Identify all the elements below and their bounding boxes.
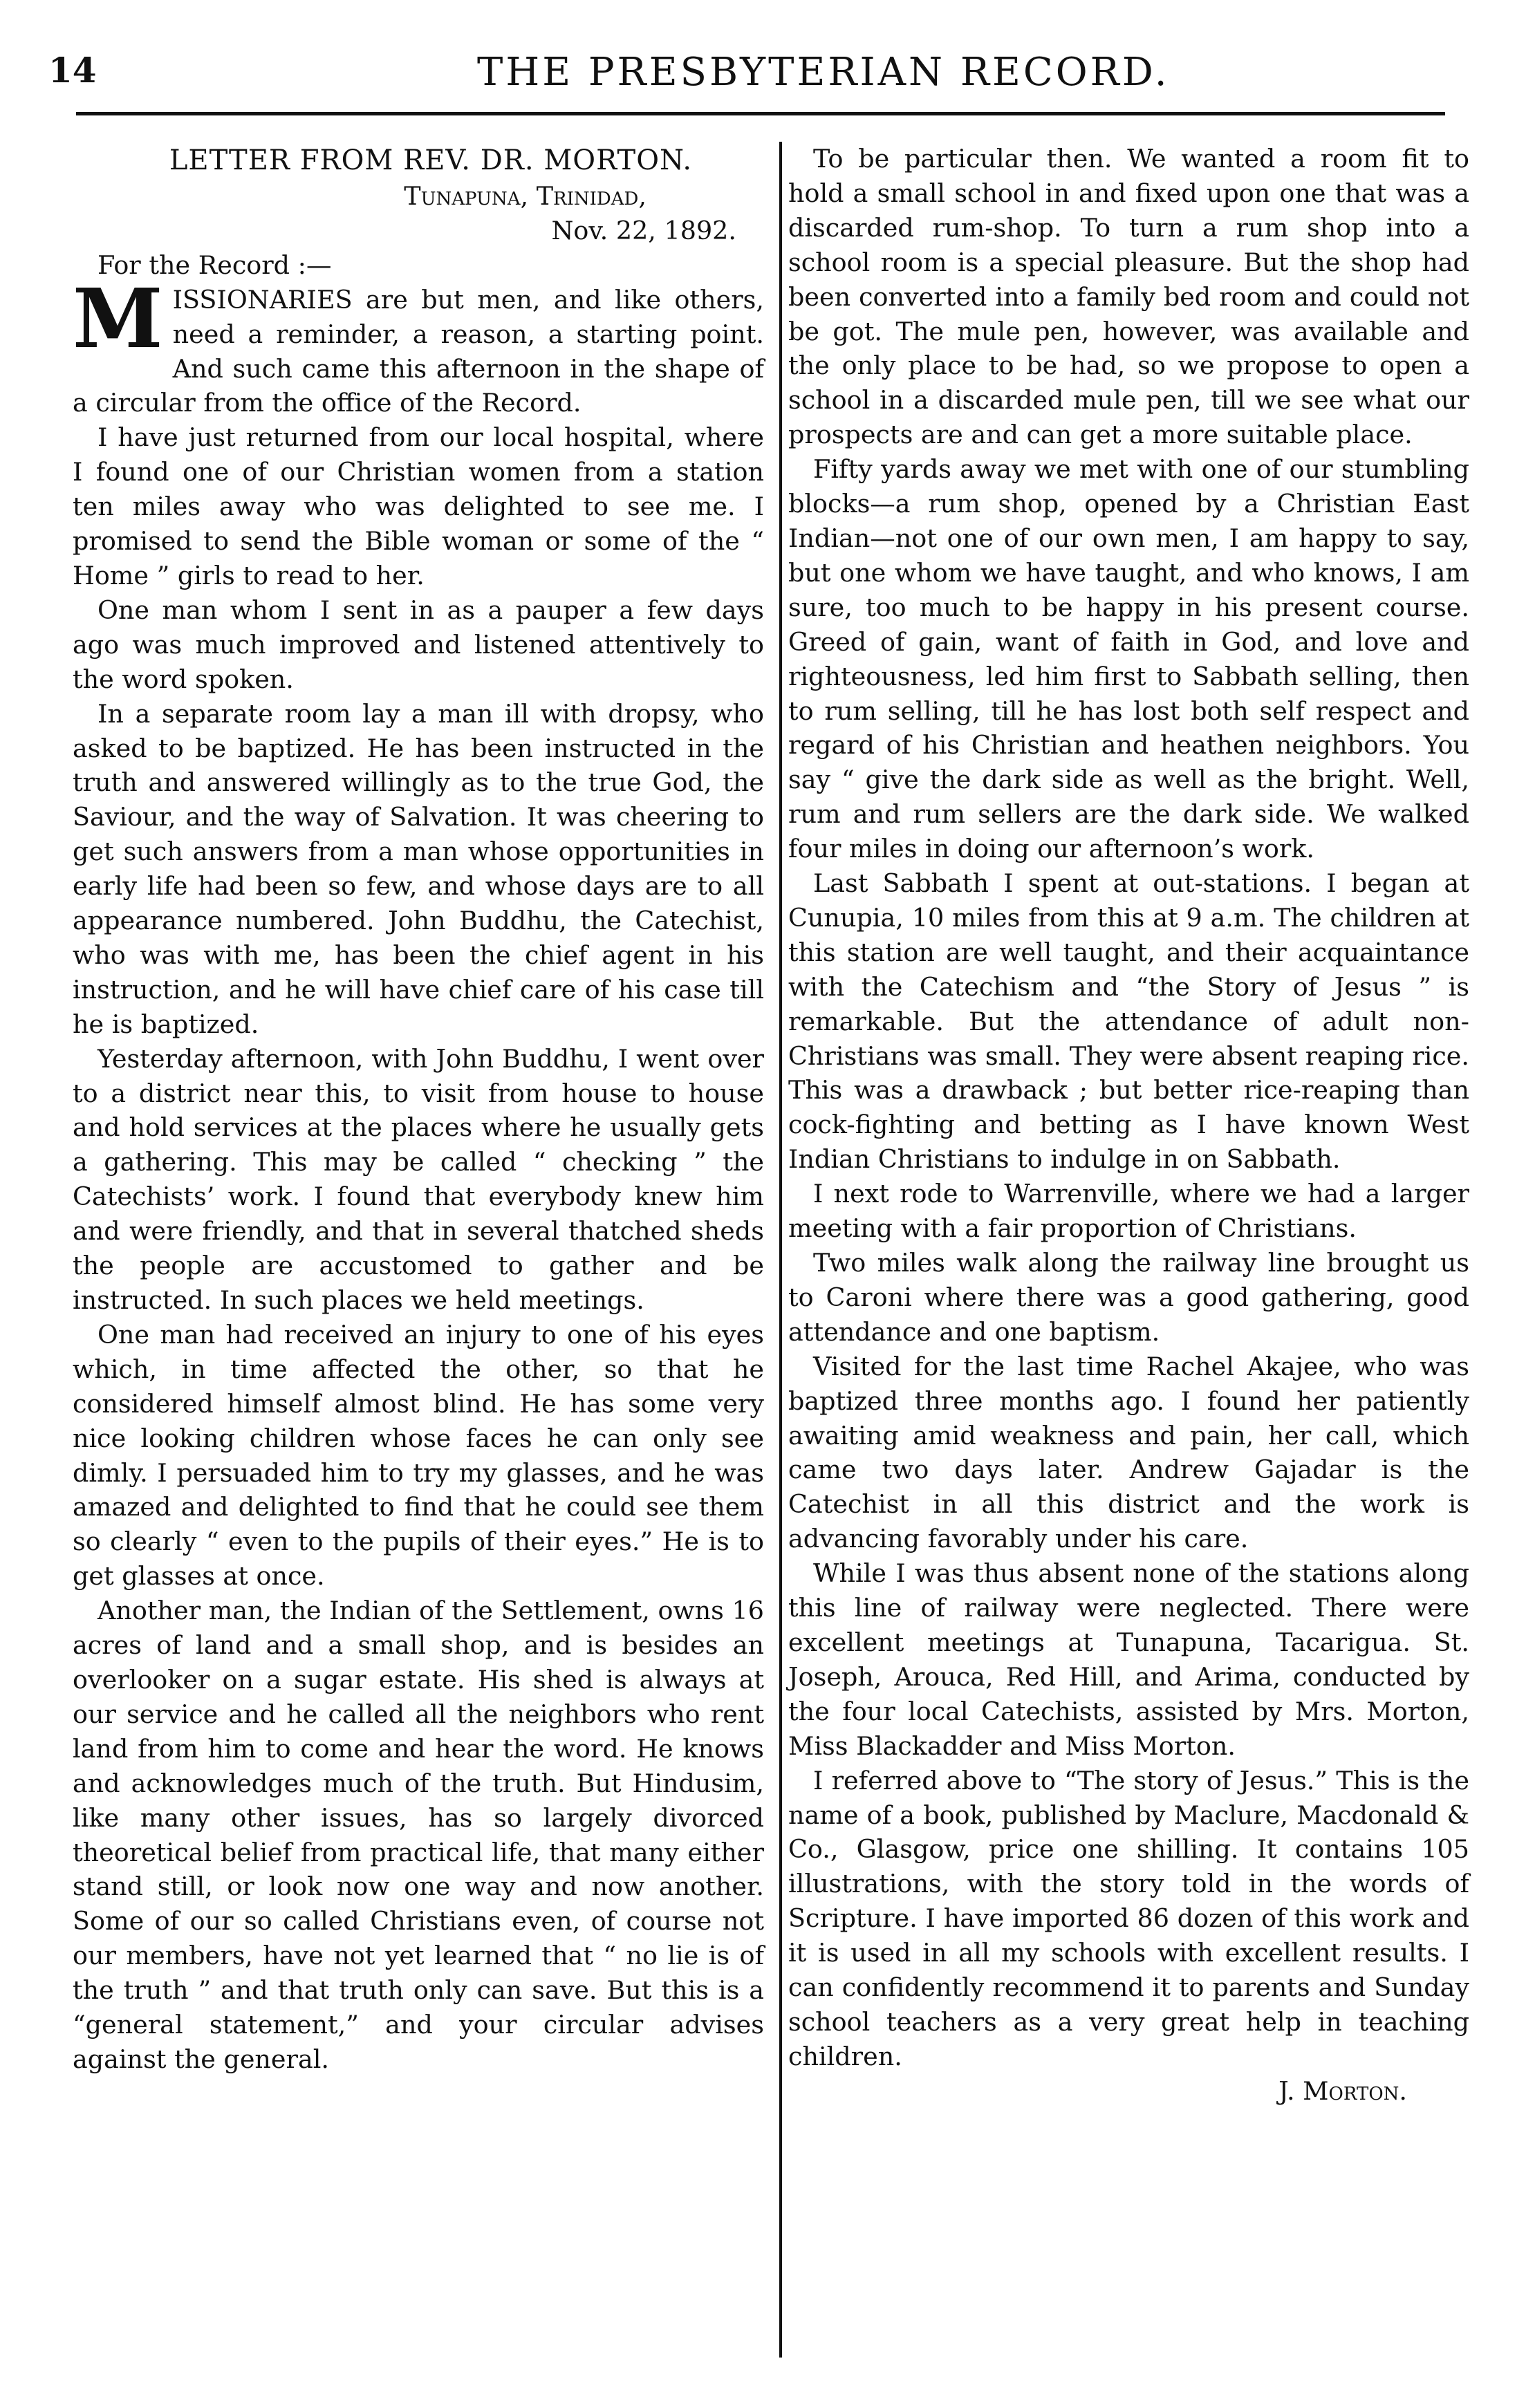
signature: J. Morton. (1278, 2075, 1407, 2106)
salutation: For the Record :— (97, 250, 332, 280)
paragraph: Fifty yards away we met with one of our stumbling blocks—a rum shop, opened by a Christian East Indian—not one of our own men, I am happy to say, but one whom we have taught, and who knows, I am sure, too much to be happy in his present course. Greed of gain, want of faith in God, and love and righteousness, led him first to Sabbath selling, then to rum selling, till he has lost both self respect and regard of his Christian and heathen neighbors. You say “ give the dark side as well as the bright. Well, rum and rum sellers are the dark side. We walked four miles in doing our afternoon’s work. (788, 454, 1469, 864)
dropcap-letter: M (73, 270, 163, 366)
left-column (73, 142, 764, 2077)
column-divider (779, 142, 782, 2358)
right-column (788, 142, 1469, 2109)
paragraph: Last Sabbath I spent at out-stations. I began at Cunupia, 10 miles from this at 9 a.m. The children at this station are well taught, and their acquaintance with the Catechism and “the Story of Jesus ” is remarkable. But the attendance of adult non-Christians was small. They were absent reaping rice. This was a drawback ; but better rice-reaping than cock-fighting and betting as I have known West Indian Christians to indulge in on Sabbath. (788, 868, 1469, 1175)
paragraph: In a separate room lay a man ill with dropsy, who asked to be baptized. He has been instructed in the truth and answered willingly as to the true God, the Saviour, and the way of Salvation. It was cheering to get such answers from a man whose opportunities in early life had been so few, and whose days are to all appearance numbered. John Buddhu, the Catechist, who was with me, has been the chief agent in his instruction, and he will have chief care of his case till he is baptized. (73, 698, 764, 1039)
paragraph: I have just returned from our local hospital, where I found one of our Christian women from a station ten miles away who was delighted to see me. I promised to send the Bible woman or some of the “ Home ” girls to read to her. (73, 422, 764, 590)
page-header (48, 41, 1459, 104)
paragraph: I referred above to “The story of Jesus.” This is the name of a book, published by Maclure, Macdonald & Co., Glasgow, price one shilling. It contains 105 illustrations, with the story told in the words of Scripture. I have imported 86 dozen of this work and it is used in all my schools with excellent results. I can confidently recommend it to parents and Sunday school teachers as a very great help in teaching children. (788, 1765, 1469, 2071)
paragraph: Visited for the last time Rachel Akajee, who was baptized three months ago. I found her patiently awaiting amid weakness and pain, her call, which came two days later. Andrew Gajadar is the Catechist in all this district and the work is advancing favorably under his care. (788, 1351, 1469, 1554)
paragraph: To be particular then. We wanted a room fit to hold a small school in and fixed upon one that was a discarded rum-shop. To turn a rum shop into a school room is a special pleasure. But the shop had been converted into a family bed room and could not be got. The mule pen, however, was available and the only place to be had, so we propose to open a school in a discarded mule pen, till we see what our prospects are and can get a more suitable place. (788, 144, 1469, 450)
dateline-date: Nov. 22, 1892. (551, 215, 736, 245)
article-title: LETTER FROM REV. DR. MORTON. (169, 144, 693, 176)
paragraph: One man had received an injury to one of his eyes which, in time affected the other, so that he considered himself almost blind. He has some very nice looking children whose faces he can only see dimly. I persuaded him to try my glasses, and he was amazed and delighted to find that he could see them so clearly “ even to the pupils of their eyes.” He is to get glasses at once. (73, 1319, 764, 1592)
paragraph-text: ISSIONARIES are but men, and like others, need a reminder, a reason, a starting point. And such came this afternoon in the shape of a circular from the office of the Record. (73, 284, 764, 418)
header-rule (76, 112, 1445, 115)
page-number: 14 (48, 50, 97, 91)
paragraph: Another man, the Indian of the Settlement, owns 16 acres of land and a small shop, and is besides an overlooker on a sugar estate. His shed is always at our service and he called all the neighbors who rent land from him to come and hear the word. He knows and acknowledges much of the truth. But Hindusim, like many other issues, has so largely divorced theoretical belief from practical life, that many either stand still, or look now one way and now another. Some of our so called Christians even, of course not our members, have not yet learned that “ no lie is of the truth ” and that truth only can save. But this is a “general statement,” and your circular advises against the general. (73, 1596, 764, 2074)
paragraph: Yesterday afternoon, with John Buddhu, I went over to a district near this, to visit from house to house and hold services at the places where he usually gets a gathering. This may be called “ checking ” the Catechists’ work. I found that everybody knew him and were friendly, and that in several thatched sheds the people are accustomed to gather and be instructed. In such places we held meetings. (73, 1043, 764, 1315)
paragraph: While I was thus absent none of the stations along this line of railway were neglected. There were excellent meetings at Tunapuna, Tacarigua. St. Joseph, Arouca, Red Hill, and Arima, conducted by the four local Catechists, assisted by Mrs. Morton, Miss Blackadder and Miss Morton. (788, 1558, 1469, 1761)
dateline-place: Tunapuna, Trinidad, (404, 181, 646, 211)
journal-title: THE PRESBYTERIAN RECORD. (477, 50, 1170, 95)
paragraph (73, 270, 764, 421)
paragraph: Two miles walk along the railway line brought us to Caroni where there was a good gathering, good attendance and one baptism. (788, 1248, 1469, 1347)
paragraph: One man whom I sent in as a pauper a few days ago was much improved and listened attentively to the word spoken. (73, 595, 764, 694)
paragraph: I next rode to Warrenville, where we had a larger meeting with a fair proportion of Christians. (788, 1179, 1469, 1244)
